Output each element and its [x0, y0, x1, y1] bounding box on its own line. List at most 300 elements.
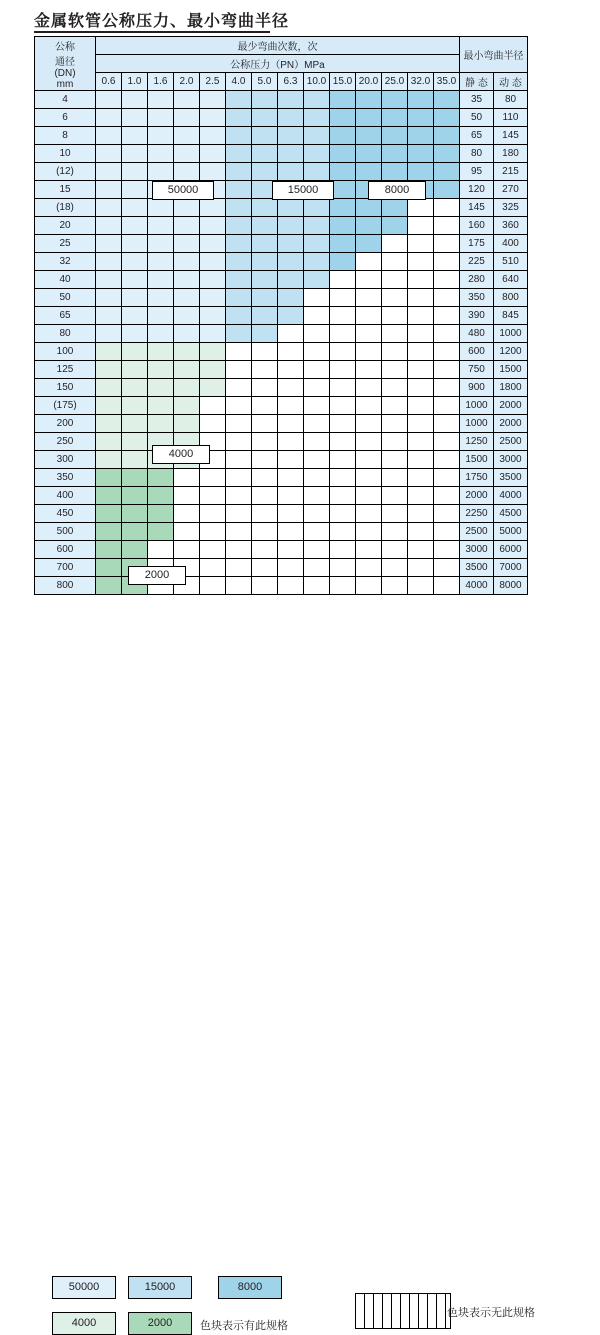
spec-cell [382, 127, 408, 145]
legend-note-has-spec: 色块表示有此规格 [200, 1320, 288, 1332]
radius-dynamic-value: 180 [494, 145, 528, 163]
spec-cell [356, 559, 382, 577]
radius-dynamic-value: 325 [494, 199, 528, 217]
spec-cell [434, 343, 460, 361]
table-body [35, 91, 528, 595]
spec-cell [174, 271, 200, 289]
spec-cell [148, 307, 174, 325]
spec-cell [96, 451, 122, 469]
spec-cell [200, 505, 226, 523]
spec-cell [278, 505, 304, 523]
dn-value: 700 [35, 559, 96, 577]
spec-cell [174, 109, 200, 127]
spec-cell [408, 145, 434, 163]
spec-cell [148, 325, 174, 343]
spec-cell [408, 361, 434, 379]
spec-cell [226, 343, 252, 361]
spec-cell [148, 469, 174, 487]
spec-cell [200, 163, 226, 181]
spec-cell [200, 469, 226, 487]
spec-cell [434, 379, 460, 397]
pressure-col-header: 5.0 [252, 73, 278, 91]
spec-cell [226, 235, 252, 253]
spec-cell [200, 397, 226, 415]
spec-cell [252, 505, 278, 523]
spec-cell [200, 541, 226, 559]
spec-cell [356, 433, 382, 451]
radius-dynamic-value: 845 [494, 307, 528, 325]
spec-cell [226, 361, 252, 379]
dn-value: 100 [35, 343, 96, 361]
table-row [35, 415, 528, 433]
radius-static-header: 静 态 [460, 73, 494, 91]
spec-cell [278, 577, 304, 595]
spec-cell [304, 289, 330, 307]
page-title: 金属软管公称压力、最小弯曲半径 [34, 13, 290, 30]
spec-cell [148, 253, 174, 271]
radius-dynamic-value: 3000 [494, 451, 528, 469]
spec-cell [330, 217, 356, 235]
pressure-col-header: 1.0 [122, 73, 148, 91]
legend-swatch: 8000 [218, 1276, 282, 1299]
spec-cell [434, 559, 460, 577]
spec-cell [174, 487, 200, 505]
spec-cell [356, 379, 382, 397]
spec-cell [96, 559, 122, 577]
spec-cell [408, 343, 434, 361]
header-row-1 [35, 37, 528, 55]
spec-cell [174, 253, 200, 271]
pressure-col-header: 25.0 [382, 73, 408, 91]
spec-cell [122, 199, 148, 217]
spec-cell [408, 325, 434, 343]
legend-swatch: 50000 [52, 1276, 116, 1299]
header-row-3 [35, 73, 528, 91]
spec-cell [96, 505, 122, 523]
spec-cell [382, 415, 408, 433]
spec-cell [252, 343, 278, 361]
spec-cell [382, 361, 408, 379]
spec-cell [434, 541, 460, 559]
spec-cell [96, 217, 122, 235]
spec-cell [200, 361, 226, 379]
radius-static-value: 225 [460, 253, 494, 271]
spec-cell [434, 253, 460, 271]
spec-cell [434, 451, 460, 469]
spec-cell [96, 541, 122, 559]
spec-cell [408, 163, 434, 181]
spec-cell [304, 199, 330, 217]
spec-cell [304, 397, 330, 415]
spec-cell [148, 505, 174, 523]
spec-cell [252, 109, 278, 127]
spec-cell [252, 559, 278, 577]
spec-cell [96, 307, 122, 325]
spec-cell [356, 361, 382, 379]
spec-cell [252, 397, 278, 415]
spec-cell [330, 361, 356, 379]
radius-static-value: 350 [460, 289, 494, 307]
dn-value: 50 [35, 289, 96, 307]
spec-cell [278, 145, 304, 163]
spec-cell [200, 235, 226, 253]
spec-cell [252, 433, 278, 451]
dn-value: 6 [35, 109, 96, 127]
radius-static-value: 1250 [460, 433, 494, 451]
spec-cell [382, 541, 408, 559]
spec-cell [226, 163, 252, 181]
spec-cell [122, 397, 148, 415]
dn-value: 65 [35, 307, 96, 325]
spec-cell [96, 415, 122, 433]
radius-dynamic-value: 800 [494, 289, 528, 307]
spec-cell [122, 487, 148, 505]
spec-cell [304, 559, 330, 577]
spec-cell [304, 343, 330, 361]
spec-cell [252, 469, 278, 487]
spec-cell [330, 541, 356, 559]
legend-empty-pattern [355, 1293, 451, 1329]
radius-dynamic-value: 1000 [494, 325, 528, 343]
spec-cell [408, 415, 434, 433]
spec-cell [434, 199, 460, 217]
spec-cell [356, 91, 382, 109]
spec-cell [200, 289, 226, 307]
spec-cell [252, 379, 278, 397]
spec-cell [278, 271, 304, 289]
table-row [35, 271, 528, 289]
radius-dynamic-value: 215 [494, 163, 528, 181]
spec-cell [122, 451, 148, 469]
radius-dynamic-value: 1200 [494, 343, 528, 361]
spec-cell [148, 289, 174, 307]
spec-cell [382, 505, 408, 523]
spec-cell [174, 145, 200, 163]
dn-value: 4 [35, 91, 96, 109]
cycle-count-chip: 50000 [152, 181, 214, 200]
table-row [35, 523, 528, 541]
pressure-col-header: 15.0 [330, 73, 356, 91]
spec-cell [278, 451, 304, 469]
radius-dynamic-value: 3500 [494, 469, 528, 487]
dn-value: (12) [35, 163, 96, 181]
title-underline [34, 31, 270, 33]
radius-dynamic-value: 4500 [494, 505, 528, 523]
table-row [35, 541, 528, 559]
spec-cell [148, 271, 174, 289]
spec-cell [408, 523, 434, 541]
spec-cell [122, 325, 148, 343]
radius-static-value: 80 [460, 145, 494, 163]
radius-dynamic-value: 1800 [494, 379, 528, 397]
spec-cell [330, 343, 356, 361]
spec-cell [304, 325, 330, 343]
spec-cell [226, 469, 252, 487]
spec-cell [382, 307, 408, 325]
spec-cell [226, 127, 252, 145]
spec-cell [278, 163, 304, 181]
spec-cell [330, 523, 356, 541]
spec-cell [304, 469, 330, 487]
spec-cell [174, 415, 200, 433]
radius-static-value: 1000 [460, 415, 494, 433]
spec-cell [226, 505, 252, 523]
spec-cell [278, 397, 304, 415]
spec-cell [434, 415, 460, 433]
spec-cell [252, 523, 278, 541]
spec-cell [356, 127, 382, 145]
spec-cell [304, 91, 330, 109]
spec-cell [382, 217, 408, 235]
spec-cell [122, 433, 148, 451]
table-row [35, 199, 528, 217]
spec-cell [200, 325, 226, 343]
spec-cell [174, 235, 200, 253]
spec-cell [226, 541, 252, 559]
spec-cell [96, 253, 122, 271]
spec-cell [226, 199, 252, 217]
dn-header-line3: (DN) [54, 67, 76, 79]
spec-cell [382, 109, 408, 127]
spec-cell [356, 199, 382, 217]
table-row [35, 289, 528, 307]
spec-cell [96, 361, 122, 379]
spec-cell [304, 109, 330, 127]
spec-cell [434, 217, 460, 235]
dn-value: 600 [35, 541, 96, 559]
spec-cell [356, 289, 382, 307]
spec-cell [330, 577, 356, 595]
spec-cell [408, 505, 434, 523]
legend-swatch: 4000 [52, 1312, 116, 1335]
spec-cell [408, 451, 434, 469]
spec-cell [200, 415, 226, 433]
spec-cell [356, 523, 382, 541]
spec-cell [356, 145, 382, 163]
radius-dynamic-header: 动 态 [494, 73, 528, 91]
spec-cell [304, 145, 330, 163]
spec-cell [96, 163, 122, 181]
cycle-count-chip: 15000 [272, 181, 334, 200]
spec-cell [200, 127, 226, 145]
spec-cell [200, 523, 226, 541]
table-row [35, 469, 528, 487]
spec-cell [278, 343, 304, 361]
spec-cell [356, 487, 382, 505]
spec-cell [304, 361, 330, 379]
spec-cell [278, 91, 304, 109]
spec-cell [356, 577, 382, 595]
spec-cell [330, 505, 356, 523]
table-row [35, 109, 528, 127]
cycle-count-chip: 2000 [128, 566, 186, 585]
pressure-col-header: 4.0 [226, 73, 252, 91]
spec-cell [278, 541, 304, 559]
spec-cell [96, 379, 122, 397]
spec-cell [148, 487, 174, 505]
spec-cell [252, 127, 278, 145]
spec-cell [200, 559, 226, 577]
spec-cell [434, 307, 460, 325]
spec-cell [434, 289, 460, 307]
dn-header-line1: 公称 [55, 41, 75, 53]
spec-cell [382, 397, 408, 415]
spec-cell [304, 523, 330, 541]
radius-static-value: 2000 [460, 487, 494, 505]
spec-cell [408, 253, 434, 271]
spec-cell [278, 487, 304, 505]
spec-cell [278, 109, 304, 127]
spec-cell [434, 433, 460, 451]
radius-static-value: 4000 [460, 577, 494, 595]
spec-cell [382, 325, 408, 343]
spec-cell [278, 307, 304, 325]
radius-static-value: 1500 [460, 451, 494, 469]
radius-static-value: 175 [460, 235, 494, 253]
table-row [35, 253, 528, 271]
spec-cell [382, 487, 408, 505]
dn-header-line2: 通径 [55, 56, 75, 68]
spec-cell [200, 379, 226, 397]
spec-cell [96, 109, 122, 127]
dn-value: 20 [35, 217, 96, 235]
spec-cell [122, 253, 148, 271]
spec-cell [122, 127, 148, 145]
spec-cell [330, 145, 356, 163]
spec-cell [252, 325, 278, 343]
spec-cell [382, 253, 408, 271]
spec-cell [382, 235, 408, 253]
spec-cell [330, 163, 356, 181]
radius-dynamic-value: 510 [494, 253, 528, 271]
spec-cell [356, 343, 382, 361]
spec-cell [226, 271, 252, 289]
table-row [35, 145, 528, 163]
spec-cell [330, 253, 356, 271]
spec-cell [382, 523, 408, 541]
spec-cell [96, 433, 122, 451]
spec-cell [382, 451, 408, 469]
dn-value: 200 [35, 415, 96, 433]
radius-static-value: 600 [460, 343, 494, 361]
spec-cell [174, 505, 200, 523]
spec-cell [356, 109, 382, 127]
spec-cell [252, 145, 278, 163]
spec-cell [356, 163, 382, 181]
dn-value: 450 [35, 505, 96, 523]
spec-cell [174, 307, 200, 325]
spec-cell [408, 217, 434, 235]
dn-value: 300 [35, 451, 96, 469]
spec-cell [434, 325, 460, 343]
cycle-count-chip: 4000 [152, 445, 210, 464]
spec-cell [434, 487, 460, 505]
spec-cell [122, 505, 148, 523]
spec-cell [434, 397, 460, 415]
spec-cell [148, 235, 174, 253]
spec-cell [330, 451, 356, 469]
radius-static-value: 35 [460, 91, 494, 109]
radius-dynamic-value: 640 [494, 271, 528, 289]
spec-cell [252, 577, 278, 595]
spec-cell [382, 577, 408, 595]
spec-cell [200, 577, 226, 595]
spec-cell [174, 397, 200, 415]
dn-value: (18) [35, 199, 96, 217]
spec-cell [200, 343, 226, 361]
radius-dynamic-value: 7000 [494, 559, 528, 577]
radius-static-value: 65 [460, 127, 494, 145]
spec-cell [304, 235, 330, 253]
dn-value: 800 [35, 577, 96, 595]
spec-cell [304, 217, 330, 235]
spec-cell [200, 253, 226, 271]
radius-static-value: 3000 [460, 541, 494, 559]
spec-cell [174, 541, 200, 559]
spec-cell [226, 523, 252, 541]
dn-header-cell [35, 37, 96, 91]
spec-cell [200, 307, 226, 325]
table-row [35, 217, 528, 235]
spec-cell [226, 145, 252, 163]
spec-cell [148, 415, 174, 433]
dn-value: 10 [35, 145, 96, 163]
spec-cell [356, 469, 382, 487]
spec-cell [122, 307, 148, 325]
spec-cell [226, 397, 252, 415]
spec-cell [330, 307, 356, 325]
spec-cell [356, 325, 382, 343]
spec-cell [278, 559, 304, 577]
spec-cell [122, 523, 148, 541]
spec-cell [304, 253, 330, 271]
dn-header-line4: mm [56, 78, 74, 90]
spec-cell [278, 433, 304, 451]
table-row [35, 397, 528, 415]
spec-cell [304, 379, 330, 397]
spec-cell [122, 469, 148, 487]
spec-cell [96, 469, 122, 487]
spec-cell [330, 235, 356, 253]
spec-cell [122, 109, 148, 127]
spec-cell [252, 289, 278, 307]
spec-cell [278, 523, 304, 541]
spec-cell [304, 415, 330, 433]
radius-dynamic-value: 2000 [494, 397, 528, 415]
spec-cell [356, 235, 382, 253]
spec-cell [122, 541, 148, 559]
spec-cell [252, 163, 278, 181]
radius-dynamic-value: 110 [494, 109, 528, 127]
spec-cell [226, 559, 252, 577]
spec-cell [330, 325, 356, 343]
spec-cell [408, 541, 434, 559]
spec-cell [226, 487, 252, 505]
spec-cell [226, 109, 252, 127]
spec-cell [200, 91, 226, 109]
spec-cell [148, 217, 174, 235]
radius-static-value: 145 [460, 199, 494, 217]
spec-cell [330, 469, 356, 487]
spec-cell [96, 235, 122, 253]
spec-cell [278, 361, 304, 379]
spec-cell [382, 91, 408, 109]
spec-cell [278, 199, 304, 217]
dn-value: (175) [35, 397, 96, 415]
spec-cell [278, 127, 304, 145]
spec-cell [122, 235, 148, 253]
spec-cell [304, 271, 330, 289]
